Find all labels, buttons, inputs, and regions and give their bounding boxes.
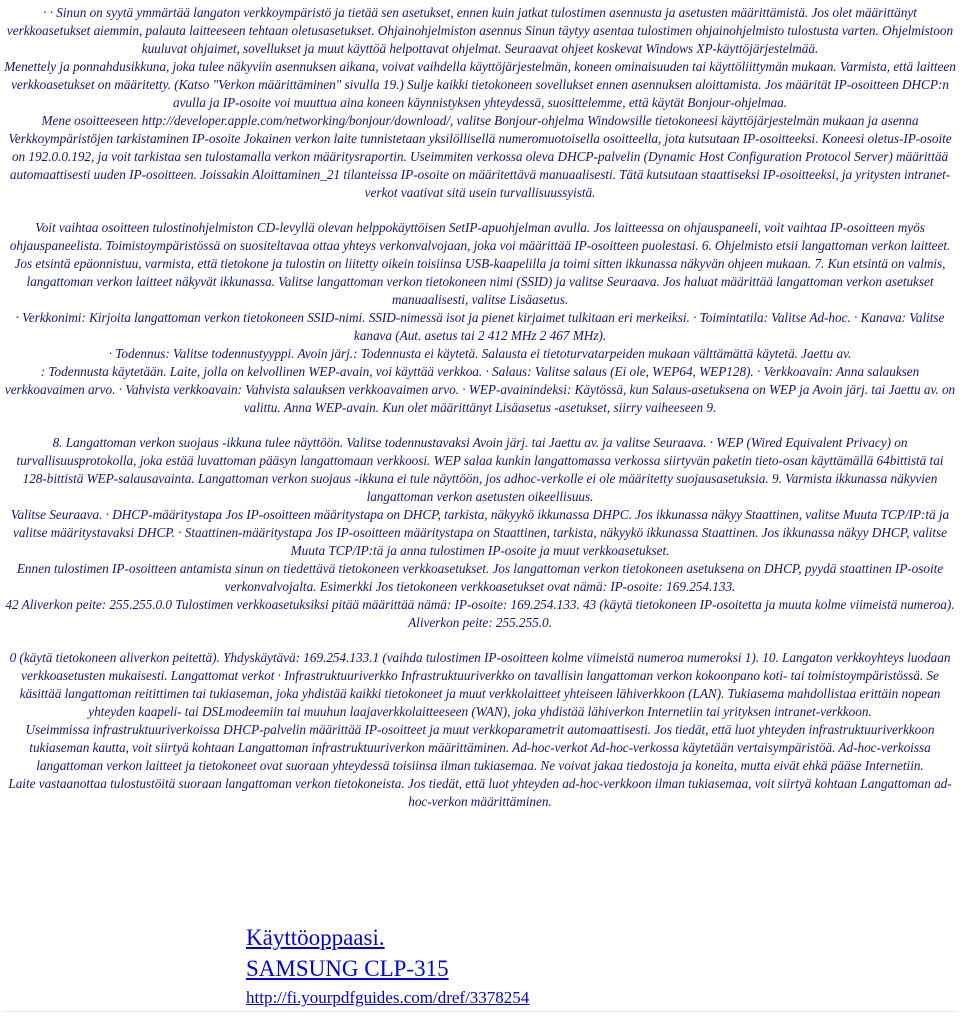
paragraph-gap (4, 417, 956, 434)
paragraph: Mene osoitteeseen http://developer.apple.com/networking/bonjour/download/, valitse Bonjour-ohjelma Windowsille tietokoneesi käyttöjärjestelmän mukaan ja asenna Verkkoympäristöjen tarkistaminen IP-osoite Jokainen verkon laite tunnistetaan yksilöllisellä numeromuotoisella osoitteella, jota kutsutaan IP-osoitteeksi. Koneesi oletus-IP-osoite on 192.0.0.192, ja voit tarkistaa sen tulostamalla verkon määritysraportin. Useimmiten verkossa oleva DHCP-palvelin (Dynamic Host Configuration Protocol Server) määrittää automaattisesti uuden IP-osoitteen. Joissakin Aloittaminen_21 tilanteissa IP-osoite on määritettävä manuaalisesti. Tätä kutsutaan staattiseksi IP-osoitteeksi, ja yritysten intranet-verkot vaativat sitä usein turvallisuussyistä. (8, 113, 952, 200)
paragraph: Useimmissa infrastruktuuriverkoissa DHCP-palvelin määrittää IP-osoitteet ja muut verkkoparametrit automaattisesti. Jos tiedät, että luot yhteyden infrastruktuuriverkkoon tukiaseman kautta, voit siirtyä kohtaan Langattoman infrastruktuuriverkon määrittäminen. Ad-hoc-verkot Ad-hoc-verkossa käytetään vertaisympäristöä. Ad-hoc-verkoissa langattoman verkon laitteet ja tietokoneet ovat suoraan yhteydessä toisiinsa ilman tukiasemaa. Ne voivat jakaa tiedostoja ja koneita, mutta eivät ehkä pääse Internetiin. (25, 722, 935, 773)
paragraph: · Verkkonimi: Kirjoita langattoman verkon tietokoneen SSID-nimi. SSID-nimessä isot ja pienet kirjaimet tulkitaan eri merkeiksi. · Toimintatila: Valitse Ad-hoc. · Kanava: Valitse kanava (Aut. asetus tai 2 412 MHz 2 467 MHz). (15, 310, 945, 343)
paragraph: · Todennus: Valitse todennustyyppi. Avoin järj.: Todennusta ei käytetä. Salausta ei tietoturvatarpeiden mukaan välttämättä käytetä. Jaettu av. (108, 346, 852, 361)
page-bottom-divider (4, 1011, 956, 1012)
paragraph: 42 Aliverkon peite: 255.255.0.0 Tulostimen verkkoasetuksiksi pitää määrittää nämä: IP-osoite: 169.254.133. 43 (käytä tietokoneen IP-osoitetta ja muuta kolme viimeistä numeroa). Aliverkon peite: 255.255.0. (5, 597, 955, 630)
paragraph: · · Sinun on syytä ymmärtää langaton verkkoympäristö ja tietää sen asetukset, ennen kuin jatkat tulostimen asennusta ja asetusten määrittämistä. Jos olet määrittänyt verkkoasetukset aiemmin, palauta laitteeseen tehtaan oletusasetukset. Ohjainohjelmiston asennus Sinun täytyy asentaa tulostimen ohjainohjelmisto tulostusta varten. Ohjelmistoon kuuluvat ohjaimet, sovellukset ja muut käyttöä helpottavat ohjelmat. Seuraavat ohjeet koskevat Windows XP-käyttöjärjestelmää. (6, 5, 954, 56)
paragraph: Laite vastaanottaa tulostustöitä suoraan langattoman verkon tietokoneista. Jos tiedät, että luot yhteyden ad-hoc-verkkoon ilman tukiasemaa, voit siirtyä kohtaan Langattoman ad-hoc-verkon määrittäminen. (8, 776, 952, 809)
document-body (4, 4, 956, 811)
paragraph-gap (4, 202, 956, 219)
paragraph: Menettely ja ponnahdusikkuna, joka tulee näkyviin asennuksen aikana, voivat vaihdella käyttöjärjestelmän, koneen ominaisuuden tai käyttöliittymän mukaan. Varmista, että laitteen verkkoasetukset on määritetty. (Katso "Verkon määrittäminen" sivulla 19.) Sulje kaikki tietokoneen sovellukset ennen asennuksen aloittamista. Jos määrität IP-osoitteen DHCP:n avulla ja IP-osoite voi muuttua aina koneen käynnistyksen yhteydessä, suosittelemme, että käytät Bonjour-ohjelmaa. (4, 59, 956, 110)
paragraph: Ennen tulostimen IP-osoitteen antamista sinun on tiedettävä tietokoneen verkkoasetukset. Jos langattoman verkon tietokoneen asetuksena on DHCP, pyydä staattinen IP-osoite verkonvalvojalta. Esimerkki Jos tietokoneen verkkoasetukset ovat nämä: IP-osoite: 169.254.133. (16, 561, 944, 594)
paragraph: 8. Langattoman verkon suojaus -ikkuna tulee näyttöön. Valitse todennustavaksi Avoin järj. tai Jaettu av. ja valitse Seuraava. · WEP (Wired Equivalent Privacy) on turvallisuusprotokolla, joka estää luvattoman pääsyn langattomaan verkkoosi. WEP salaa kunkin langattomassa verkossa siirtyvän paketin tieto-osan käyttämällä 64bittistä tai 128-bittistä WEP-salausavainta. Langattoman verkon suojaus -ikkuna ei tule näyttöön, jos adhoc-verkolle ei ole määritetty suojausasetuksia. 9. Varmista ikkunassa näkyvien langattoman verkon asetusten oikeellisuus. (16, 435, 944, 504)
source-url-link[interactable]: http://fi.yourpdfguides.com/dref/3378254 (246, 988, 530, 1007)
paragraph: : Todennusta käytetään. Laite, jolla on kelvollinen WEP-avain, voi käyttää verkkoa. · Salaus: Valitse salaus (Ei ole, WEP64, WEP128). · Verkkoavain: Anna salauksen verkkoavaimen arvo. · Vahvista verkkoavain: Vahvista salauksen verkkoavaimen arvo. · WEP-avainindeksi: Käytössä, kun Salaus-asetuksena on WEP ja Avoin järj. tai Jaettu av. on valittu. Anna WEP-avain. Kun olet määrittänyt Lisäasetus -asetukset, siirry vaiheeseen 9. (4, 364, 956, 415)
product-link[interactable]: SAMSUNG CLP-315 (246, 956, 449, 981)
paragraph: 0 (käytä tietokoneen aliverkon peitettä). Yhdyskäytävä: 169.254.133.1 (vaihda tulostimen IP-osoitteen kolme viimeistä numeroa numeroksi 1). 10. Langaton verkkoyhteys luodaan verkkoasetusten mukaisesti. Langattomat verkot · Infrastruktuuriverkko Infrastruktuuriverkko on tavallisin langattoman verkon kokoonpano koti- tai toimistoympäristössä. Se käsittää langattoman reitittimen tai tukiaseman, joka yhdistää kaikki tietokoneet ja muut verkkolaitteet yhteiseen lähiverkkoon (LAN). Tukiasema mahdollistaa erittäin nopean yhteyden kaapeli- tai DSLmodeemiin tai muuhun laajaverkkolaitteeseen (WAN), joka yhdistää lähiverkon Internetiin tai yrityksen intranet-verkkoon. (9, 650, 951, 719)
paragraph-gap (4, 632, 956, 649)
paragraph: Voit vaihtaa osoitteen tulostinohjelmiston CD-levyllä olevan helppokäyttöisen SetIP-apuohjelman avulla. Jos laitteessa on ohjauspaneeli, voit vaihtaa IP-osoitteen myös ohjauspaneelista. Toimistoympäristössä on suositeltavaa ottaa yhteys verkonvalvojaan, joka voi määrittää IP-osoitteen puolestasi. 6. Ohjelmisto etsii langattoman verkon laitteet. Jos etsintä epäonnistuu, varmista, että tietokone ja tulostin on liitetty oikein toisiinsa USB-kaapelilla ja toimi sitten ikkunassa näkyvän ohjeen mukaan. 7. Kun etsintä on valmis, langattoman verkon laitteet näkyvät ikkunassa. Valitse langattoman verkon tietokoneen nimi (SSID) ja valitse Seuraava. Jos haluat määrittää langattoman verkon asetukset manuaalisesti, valitse Lisäasetus. (9, 220, 951, 307)
manual-link[interactable]: Käyttöoppaasi. (246, 925, 385, 950)
paragraph: Valitse Seuraava. · DHCP-määritystapa Jos IP-osoitteen määritystapa on DHCP, tarkista, näkyykö ikkunassa DHPC. Jos ikkunassa näkyy Staattinen, valitse Muuta TCP/IP:tä ja valitse määritystavaksi DHCP. · Staattinen-määritystapa Jos IP-osoitteen määritystapa on Staattinen, tarkista, näkyykö ikkunassa Staattinen. Jos ikkunassa näkyy DHCP, valitse Muuta TCP/IP:tä ja anna tulostimen IP-osoite ja muut verkkoasetukset. (10, 507, 950, 558)
footer-links (246, 922, 529, 1011)
